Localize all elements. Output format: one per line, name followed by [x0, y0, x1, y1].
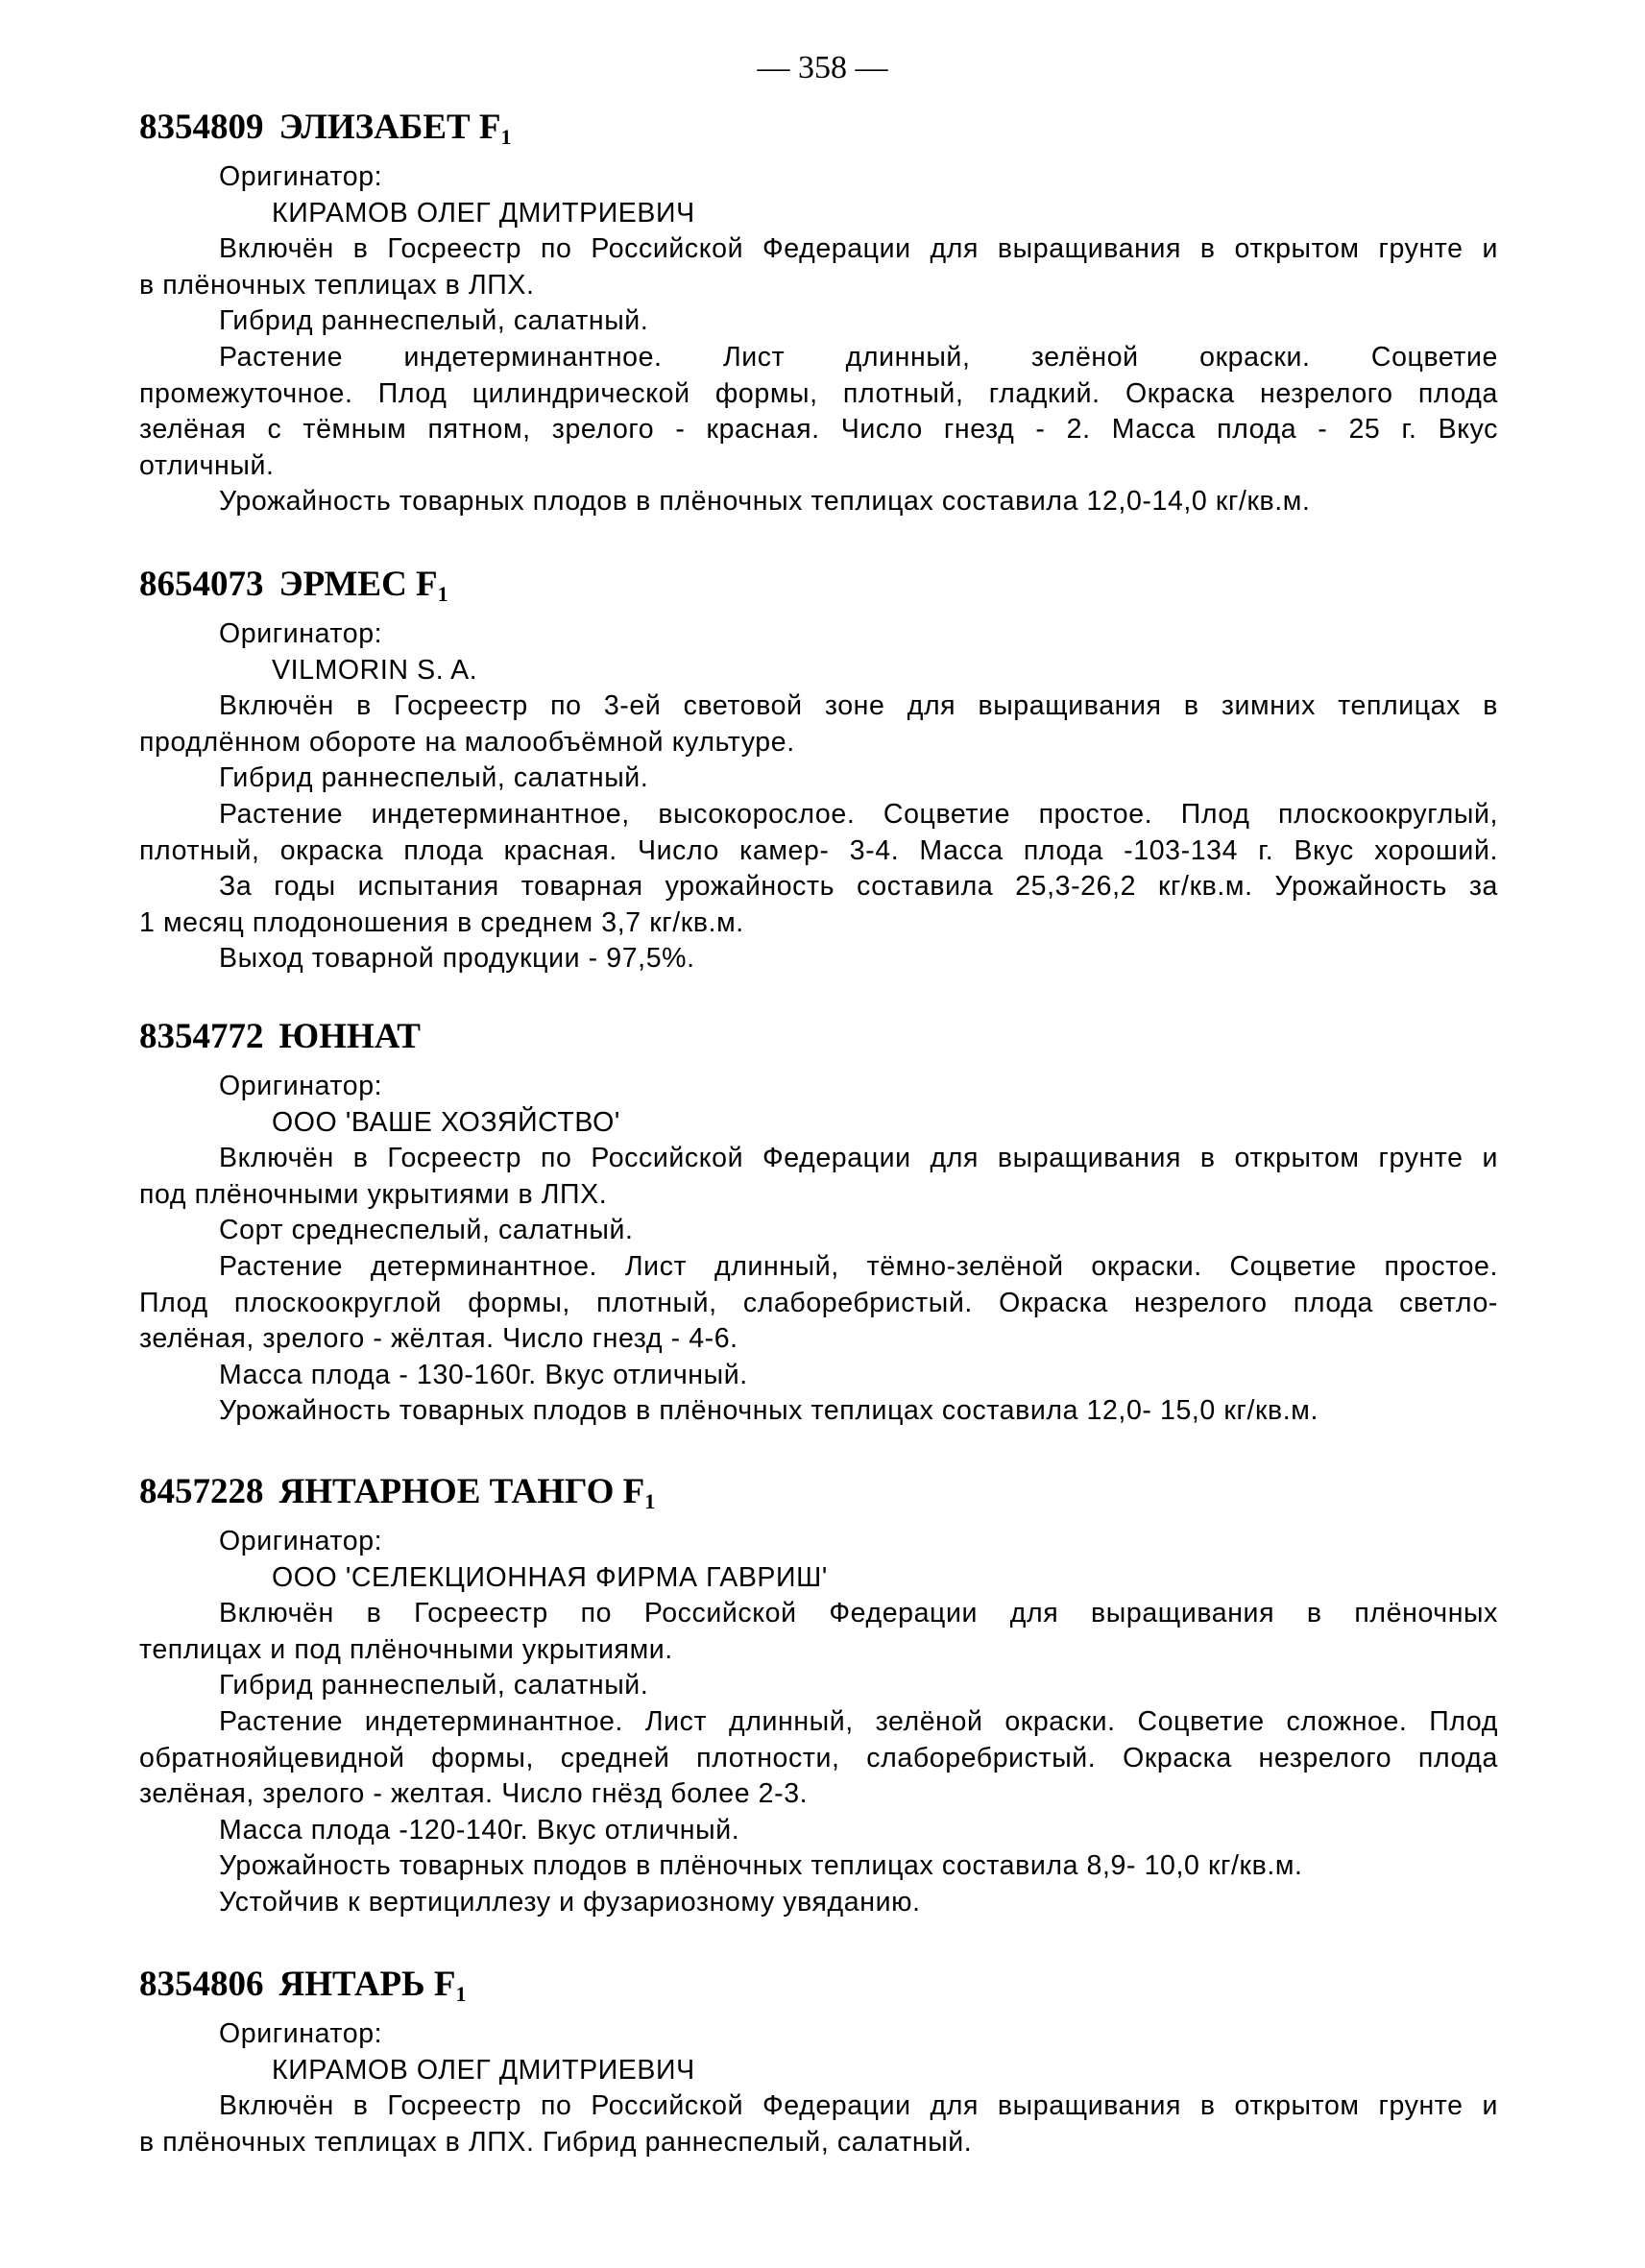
variety-subscript: 1	[455, 1982, 467, 2006]
variety-entry	[139, 1470, 1498, 1921]
text-line: Включён в Госреестр по 3-ей световой зоне для выращивания в зимних теплицах в	[219, 690, 1498, 722]
text-line: продлённом обороте на малообъёмной культуре.	[139, 726, 795, 758]
text-line: Урожайность товарных плодов в плёночных теплицах составила 8,9- 10,0 кг/кв.м.	[219, 1850, 1303, 1882]
originator-name: ООО 'ВАШЕ ХОЗЯЙСТВО'	[272, 1106, 620, 1138]
text-line: Выход товарной продукции - 97,5%.	[219, 943, 695, 975]
variety-name: ЭЛИЗАБЕТ F	[278, 108, 501, 147]
text-line: Сорт среднеспелый, салатный.	[219, 1215, 634, 1246]
variety-heading	[139, 1963, 1498, 2007]
text-line: отличный.	[139, 449, 275, 481]
variety-entry	[139, 1963, 1498, 2160]
text-line: Гибрид раннеспелый, салатный.	[219, 1670, 649, 1701]
text-line: теплицах и под плёночными укрытиями.	[139, 1633, 673, 1665]
variety-heading	[139, 1015, 1498, 1059]
originator-name: КИРАМОВ ОЛЕГ ДМИТРИЕВИЧ	[272, 197, 695, 229]
variety-description	[139, 616, 1498, 977]
variety-description	[139, 159, 1498, 520]
text-line: Растение индетерминантное. Лист длинный, зелёной окраски. Соцветие сложное. Плод	[219, 1705, 1498, 1737]
text-line: под плёночными укрытиями в ЛПХ.	[139, 1178, 608, 1210]
variety-description	[139, 1524, 1498, 1921]
variety-name: ЭРМЕС F	[278, 565, 438, 604]
originator-label: Оригинатор:	[219, 618, 383, 649]
variety-name: ЯНТАРНОЕ ТАНГО F	[278, 1472, 645, 1511]
text-line: в плёночных теплицах в ЛПХ. Гибрид раннеспелый, салатный.	[139, 2126, 973, 2158]
variety-heading	[139, 563, 1498, 607]
originator-label: Оригинатор:	[219, 1526, 383, 1556]
variety-name: ЮННАТ	[278, 1017, 421, 1056]
text-line: Включён в Госреестр по Российской Федерации для выращивания в открытом грунте и	[219, 2090, 1498, 2122]
originator-name: VILMORIN S. A.	[272, 654, 478, 686]
text-line: зелёная с тёмным пятном, зрелого - красная. Число гнезд - 2. Масса плода - 25 г. Вкус	[139, 414, 1498, 446]
variety-subscript: 1	[437, 582, 448, 606]
variety-entry	[139, 563, 1498, 977]
text-line: Гибрид раннеспелый, салатный.	[219, 762, 649, 794]
variety-description	[139, 2016, 1498, 2160]
text-line: Гибрид раннеспелый, салатный.	[219, 305, 649, 337]
text-line: Растение детерминантное. Лист длинный, тёмно-зелёной окраски. Соцветие простое.	[219, 1250, 1498, 1282]
text-line: Плод плоскоокруглой формы, плотный, слаборебристый. Окраска незрелого плода светло-	[139, 1287, 1498, 1318]
text-line: Растение индетерминантное. Лист длинный, зелёной окраски. Соцветие	[219, 341, 1498, 373]
text-line: Урожайность товарных плодов в плёночных теплицах составила 12,0-14,0 кг/кв.м.	[219, 486, 1311, 518]
text-line: плотный, окраска плода красная. Число камер- 3-4. Масса плода -103-134 г. Вкус хороший.	[139, 834, 1498, 866]
variety-code: 8654073	[139, 565, 264, 604]
text-line: Масса плода -120-140г. Вкус отличный.	[219, 1814, 740, 1846]
text-line: Устойчив к вертициллезу и фузариозному увяданию.	[219, 1886, 921, 1918]
text-line: Включён в Госреестр по Российской Федерации для выращивания в открытом грунте и	[219, 233, 1498, 265]
text-line: в плёночных теплицах в ЛПХ.	[139, 269, 535, 301]
variety-code: 8457228	[139, 1472, 264, 1511]
variety-subscript: 1	[500, 125, 512, 149]
text-line: 1 месяц плодоношения в среднем 3,7 кг/кв.м.	[139, 906, 744, 938]
text-line: зелёная, зрелого - желтая. Число гнёзд более 2-3.	[139, 1778, 809, 1810]
text-line: Включён в Госреестр по Российской Федерации для выращивания в плёночных	[219, 1598, 1498, 1629]
originator-label: Оригинатор:	[219, 2018, 383, 2049]
variety-heading	[139, 1470, 1498, 1514]
variety-description	[139, 1069, 1498, 1430]
page-number: — 358 —	[757, 50, 888, 85]
originator-label: Оригинатор:	[219, 161, 383, 192]
text-line: обратнояйцевидной формы, средней плотности, слаборебристый. Окраска незрелого плода	[139, 1742, 1498, 1773]
variety-code: 8354809	[139, 108, 264, 147]
variety-entry	[139, 106, 1498, 520]
variety-name: ЯНТАРЬ F	[278, 1965, 456, 2004]
originator-name: ООО 'СЕЛЕКЦИОННАЯ ФИРМА ГАВРИШ'	[272, 1561, 828, 1593]
text-line: Урожайность товарных плодов в плёночных теплицах составила 12,0- 15,0 кг/кв.м.	[219, 1395, 1319, 1427]
text-line: Растение индетерминантное, высокорослое. Соцветие простое. Плод плоскоокруглый,	[219, 798, 1498, 830]
variety-subscript: 1	[644, 1489, 656, 1513]
text-line: Включён в Госреестр по Российской Федерации для выращивания в открытом грунте и	[219, 1143, 1498, 1174]
originator-name: КИРАМОВ ОЛЕГ ДМИТРИЕВИЧ	[272, 2054, 695, 2086]
text-line: промежуточное. Плод цилиндрической формы, плотный, гладкий. Окраска незрелого плода	[139, 377, 1498, 409]
originator-label: Оригинатор:	[219, 1071, 383, 1101]
variety-heading	[139, 106, 1498, 150]
text-line: Масса плода - 130-160г. Вкус отличный.	[219, 1359, 748, 1390]
variety-code: 8354806	[139, 1965, 264, 2004]
text-line: зелёная, зрелого - жёлтая. Число гнезд - 4-6.	[139, 1323, 738, 1355]
variety-code: 8354772	[139, 1017, 264, 1056]
variety-entry	[139, 1015, 1498, 1430]
text-line: За годы испытания товарная урожайность составила 25,3-26,2 кг/кв.м. Урожайность за	[219, 871, 1498, 903]
